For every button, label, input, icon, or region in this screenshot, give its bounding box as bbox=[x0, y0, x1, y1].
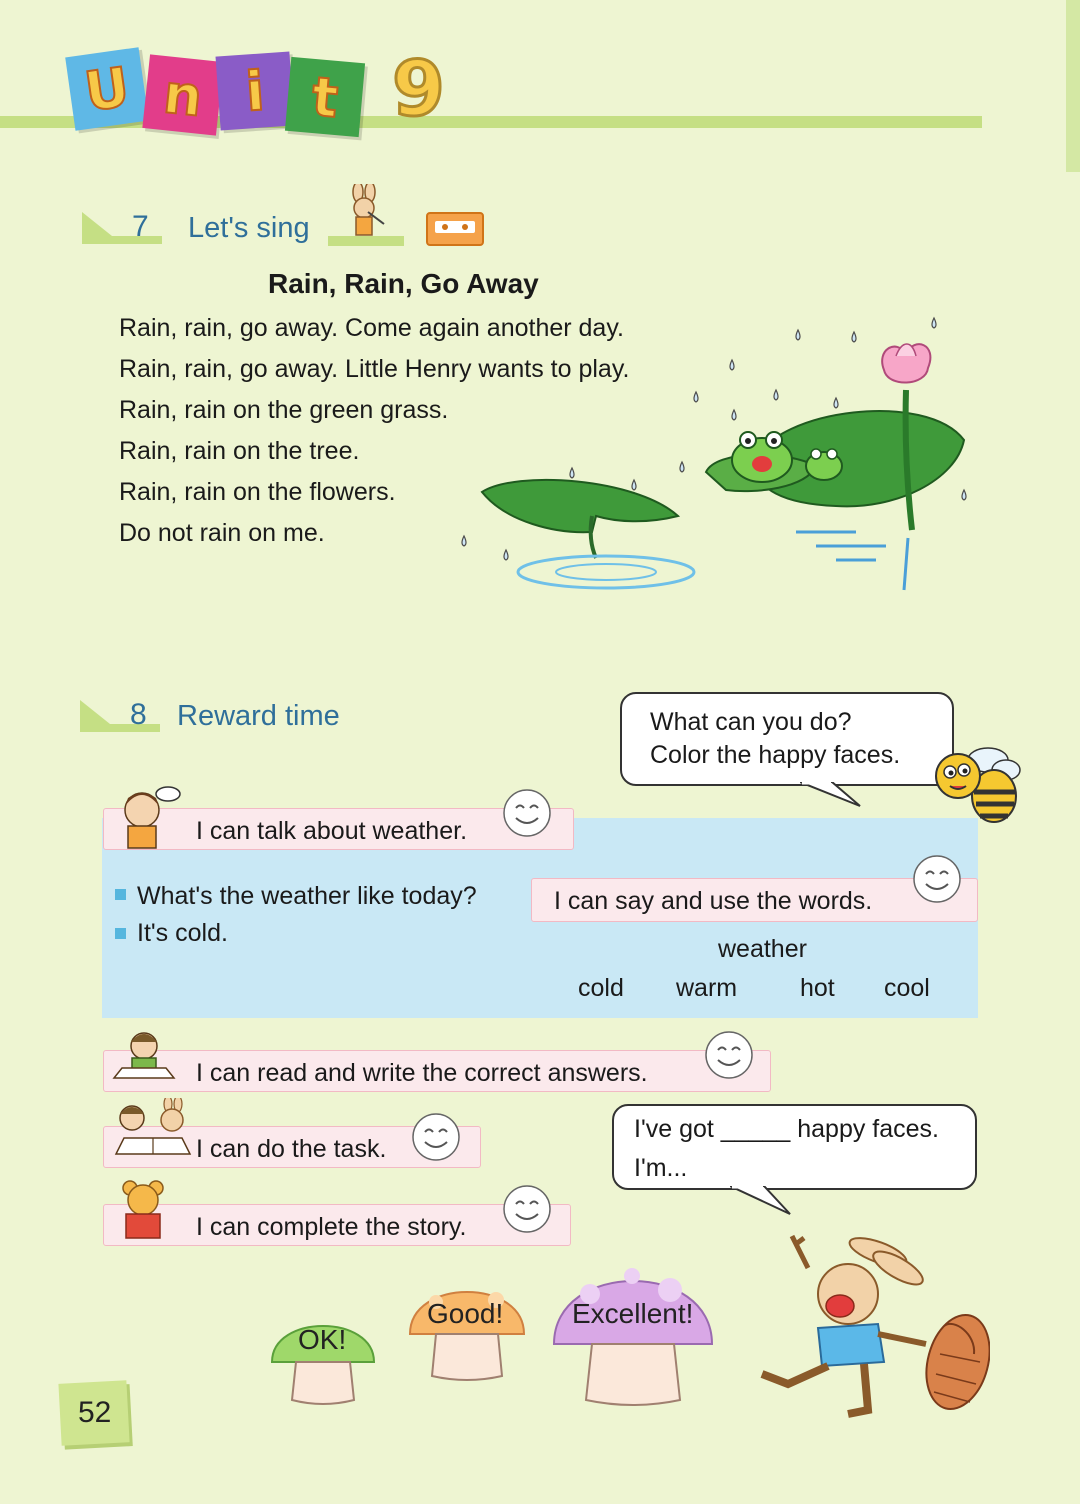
can-talk-text: I can talk about weather. bbox=[196, 817, 468, 845]
weather-word: cool bbox=[884, 974, 930, 1002]
smiley-face-icon[interactable] bbox=[502, 1184, 552, 1234]
unit-tile-t: t bbox=[285, 57, 365, 137]
unit-number: 9 bbox=[392, 44, 445, 133]
answer-text: It's cold. bbox=[137, 919, 228, 947]
cassette-icon[interactable] bbox=[426, 212, 484, 246]
bee-bubble-line: What can you do? bbox=[650, 708, 852, 736]
section-7-title: Let's sing bbox=[188, 212, 310, 244]
smiley-face-icon[interactable] bbox=[704, 1030, 754, 1080]
section-7-number: 7 bbox=[132, 210, 149, 243]
boy-writing-icon bbox=[112, 1028, 178, 1082]
bear-reading-icon bbox=[116, 1178, 170, 1242]
section-8-tab bbox=[80, 700, 160, 732]
smiley-face-icon[interactable] bbox=[912, 854, 962, 904]
lyric-line: Rain, rain on the green grass. bbox=[119, 396, 449, 424]
mushroom-ok-label: OK! bbox=[298, 1324, 347, 1355]
lyric-line: Rain, rain, go away. Come again another day. bbox=[119, 314, 624, 342]
girl-thinking-icon bbox=[112, 780, 184, 852]
can-say-text: I can say and use the words. bbox=[554, 887, 873, 915]
rabbit-bubble-line: I've got _____ happy faces. bbox=[634, 1115, 939, 1143]
mushroom-excellent-icon bbox=[550, 1254, 716, 1406]
lyric-line: Rain, rain on the tree. bbox=[119, 437, 360, 465]
weather-word: warm bbox=[676, 974, 738, 1002]
bee-bubble-line: Color the happy faces. bbox=[650, 741, 901, 769]
words-header: weather bbox=[718, 935, 807, 963]
rabbit-with-basket-icon bbox=[748, 1234, 990, 1420]
bee-bubble-tail bbox=[800, 782, 864, 808]
pond-illustration bbox=[456, 310, 976, 600]
can-read-text: I can read and write the correct answers. bbox=[196, 1059, 648, 1087]
mushroom-good-label: Good! bbox=[427, 1298, 504, 1329]
weather-word: hot bbox=[800, 974, 835, 1002]
unit-tile-n: n bbox=[142, 54, 223, 135]
page-number: 52 bbox=[78, 1396, 112, 1429]
section-7-tab bbox=[82, 212, 162, 244]
lyric-line: Do not rain on me. bbox=[119, 519, 325, 547]
question-text: What's the weather like today? bbox=[137, 882, 477, 910]
bee-speech-bubble bbox=[620, 692, 954, 786]
smiley-face-icon[interactable] bbox=[411, 1112, 461, 1162]
rabbit-bubble-line: I'm... bbox=[634, 1154, 688, 1182]
song-title: Rain, Rain, Go Away bbox=[268, 268, 539, 299]
bullet bbox=[115, 928, 126, 939]
children-reading-icon bbox=[110, 1098, 196, 1160]
bullet bbox=[115, 889, 126, 900]
lyric-line: Rain, rain, go away. Little Henry wants to play. bbox=[119, 355, 630, 383]
mushroom-excellent-label: Excellent! bbox=[572, 1298, 694, 1329]
rabbit-bubble-tail bbox=[730, 1186, 794, 1216]
singing-rabbit-icon bbox=[328, 184, 406, 248]
weather-word: cold bbox=[578, 974, 624, 1002]
smiley-face-icon[interactable] bbox=[502, 788, 552, 838]
lyric-line: Rain, rain on the flowers. bbox=[119, 478, 396, 506]
unit-tile-u: U bbox=[65, 47, 149, 131]
section-8-number: 8 bbox=[130, 698, 147, 731]
right-edge-bar bbox=[1066, 0, 1080, 172]
can-do-text: I can do the task. bbox=[196, 1135, 387, 1163]
section-8-title: Reward time bbox=[177, 700, 340, 732]
can-complete-text: I can complete the story. bbox=[196, 1213, 467, 1241]
unit-tile-i: i bbox=[216, 52, 295, 131]
